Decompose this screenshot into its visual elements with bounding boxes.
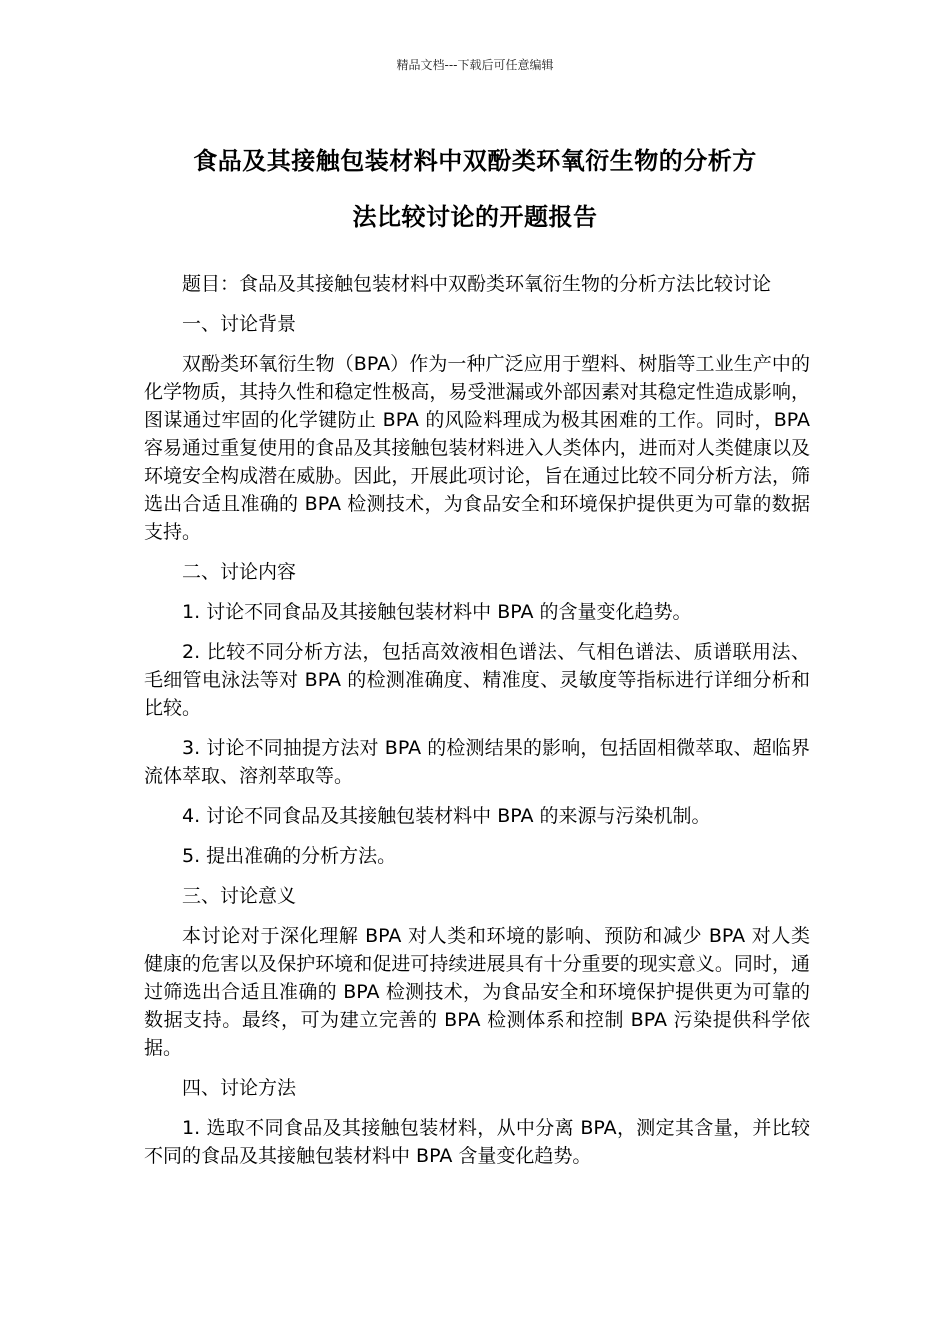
title-line-2: 法比较讨论的开题报告: [352, 203, 598, 231]
section-heading-content: 二、讨论内容: [182, 561, 297, 583]
document-body: [144, 270, 810, 1182]
method-item-1: 1. 选取不同食品及其接触包装材料，从中分离 BPA，测定其含量，并比较不同的食品及其接触包装材料中 BPA 含量变化趋势。: [144, 1117, 810, 1167]
content-item-4: 4. 讨论不同食品及其接触包装材料中 BPA 的来源与污染机制。: [182, 805, 711, 827]
section-heading-background: 一、讨论背景: [182, 313, 297, 335]
title-line-1: 食品及其接触包装材料中双酚类环氧衍生物的分析方: [193, 147, 757, 175]
content-item-2: 2. 比较不同分析方法，包括高效液相色谱法、气相色谱法、质谱联用法、毛细管电泳法等对 BPA 的检测准确度、精准度、灵敏度等指标进行详细分析和比较。: [144, 641, 810, 719]
content-item-3: 3. 讨论不同抽提方法对 BPA 的检测结果的影响，包括固相微萃取、超临界流体萃取、溶剂萃取等。: [144, 737, 810, 787]
page-header: 精品文档---下载后可任意编辑: [396, 58, 554, 72]
content-item-5: 5. 提出准确的分析方法。: [182, 845, 397, 867]
significance-paragraph: 本讨论对于深化理解 BPA 对人类和环境的影响、预防和减少 BPA 对人类健康的危害以及保护环境和促进可持续进展具有十分重要的现实意义。同时，通过筛选出合适且准确的 BPA 检测技术，为食品安全和环境保护提供更为可靠的数据支持。最终，可为建立完善的 BPA 检测体系和控制 BPA 污染提供科学依据。: [144, 925, 810, 1059]
section-heading-method: 四、讨论方法: [182, 1077, 297, 1099]
section-heading-significance: 三、讨论意义: [182, 885, 297, 907]
background-paragraph: 双酚类环氧衍生物（BPA）作为一种广泛应用于塑料、树脂等工业生产中的化学物质，其持久性和稳定性极高，易受泄漏或外部因素对其稳定性造成影响，图谋通过牢固的化学键防止 BPA 的风险料理成为极其困难的工作。同时，BPA 容易通过重复使用的食品及其接触包装材料进入人类体内，进而对人类健康以及环境安全构成潜在威胁。因此，开展此项讨论，旨在通过比较不同分析方法，筛选出合适且准确的 BPA 检测技术，为食品安全和环境保护提供更为可靠的数据支持。: [144, 353, 810, 543]
document-title: [140, 133, 810, 245]
content-item-1: 1. 讨论不同食品及其接触包装材料中 BPA 的含量变化趋势。: [182, 601, 692, 623]
topic-paragraph: 题目：食品及其接触包装材料中双酚类环氧衍生物的分析方法比较讨论: [182, 273, 772, 295]
